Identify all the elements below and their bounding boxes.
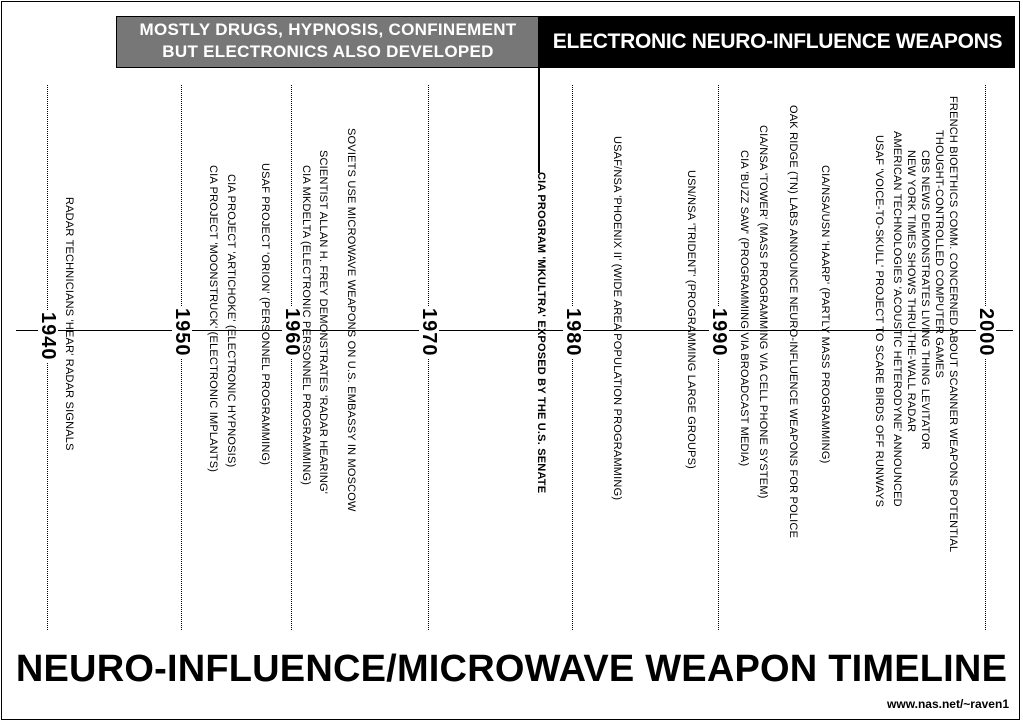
year-label-1970: 1970 [418,308,440,357]
era-header-left-line-1: MOSTLY DRUGS, HYPNOSIS, CONFINEMENT [139,20,517,39]
year-label-1940: 1940 [37,312,59,361]
event-label: CIA/NSA/USN 'HAARP' (PARTLY MASS PROGRAMMING) [819,165,831,464]
event-label: USN/NSA 'TRIDENT' (PROGRAMMING LARGE GROUPS) [685,170,697,470]
event-label: THOUGHT-CONTROLLED COMPUTER GAMES [933,130,945,379]
era-header-right-label: ELECTRONIC NEURO-INFLUENCE WEAPONS [552,30,1003,53]
event-label: SOVIETS USE MICROWAVE WEAPONS ON U.S. EMBASSY IN MOSCOW [345,128,357,512]
era-header-electronic [540,16,1015,68]
event-label-highlighted: CIA PROGRAM 'MKULTRA' EXPOSED BY THE U.S. SENATE [535,172,547,494]
year-label-1990: 1990 [708,308,730,357]
event-label: CBS NEWS DEMONSTRATES LIVING THING LEVITATOR [919,150,931,450]
event-label: CIA/NSA 'TOWER' (MASS PROGRAMMING VIA CELL PHONE SYSTEM) [757,125,769,499]
event-label: CIA 'BUZZ SAW' (PROGRAMMING VIA BROADCAST MEDIA) [738,150,750,467]
source-url: www.nas.net/~raven1 [887,697,1009,711]
year-label-2000: 2000 [975,308,997,357]
event-label: CIA PROJECT 'ARTICHOKE' (ELECTRONIC HYPNOSIS) [225,174,237,468]
era-header-pre-electronic [116,16,540,68]
era-divider-line [538,16,540,173]
year-label-1980: 1980 [562,308,584,357]
event-label: NEW YORK TIMES SHOWS THRU-THE-WALL RADAR [905,150,917,433]
era-header-left-line-2: BUT ELECTRONICS ALSO DEVELOPED [162,42,494,61]
event-label: USAF PROJECT 'ORION' (PERSONNEL PROGRAMMING) [259,163,271,466]
event-label: CIA PROJECT 'MOONSTRUCK' (ELECTRONIC IMPLANTS) [207,165,219,473]
event-label: SCIENTIST ALLAN H. FREY DEMONSTRATES 'RADAR HEARING' [317,150,329,495]
poster-title: NEURO-INFLUENCE/MICROWAVE WEAPON TIMELINE [15,648,1008,690]
timeline-axis [16,330,1013,331]
event-label: USAF/NSA 'PHOENIX II' (WIDE AREA POPULATION PROGRAMMING) [611,136,623,501]
event-label: RADAR TECHNICIANS 'HEAR' RADAR SIGNALS [63,197,75,451]
event-label: USAF 'VOICE-TO-SKULL' PROJECT TO SCARE BIRDS OFF RUNWAYS [873,135,885,508]
event-label: FRENCH BIOETHICS COMM. CONCERNED ABOUT SCANNER WEAPONS POTENTIAL [947,96,959,553]
year-label-1960: 1960 [281,308,303,357]
year-label-1950: 1950 [171,308,193,357]
event-label: CIA MKDELTA (ELECTRONIC PERSONNEL PROGRAMMING) [300,165,312,486]
event-label: AMERICAN TECHNOLOGIES 'ACOUSTIC HETERODYNE' ANNOUNCED [891,131,903,507]
event-label: OAK RIDGE (TN) LABS ANNOUNCE NEURO-INFLUENCE WEAPONS FOR POLICE [787,105,799,539]
poster-border [1,1,1020,720]
